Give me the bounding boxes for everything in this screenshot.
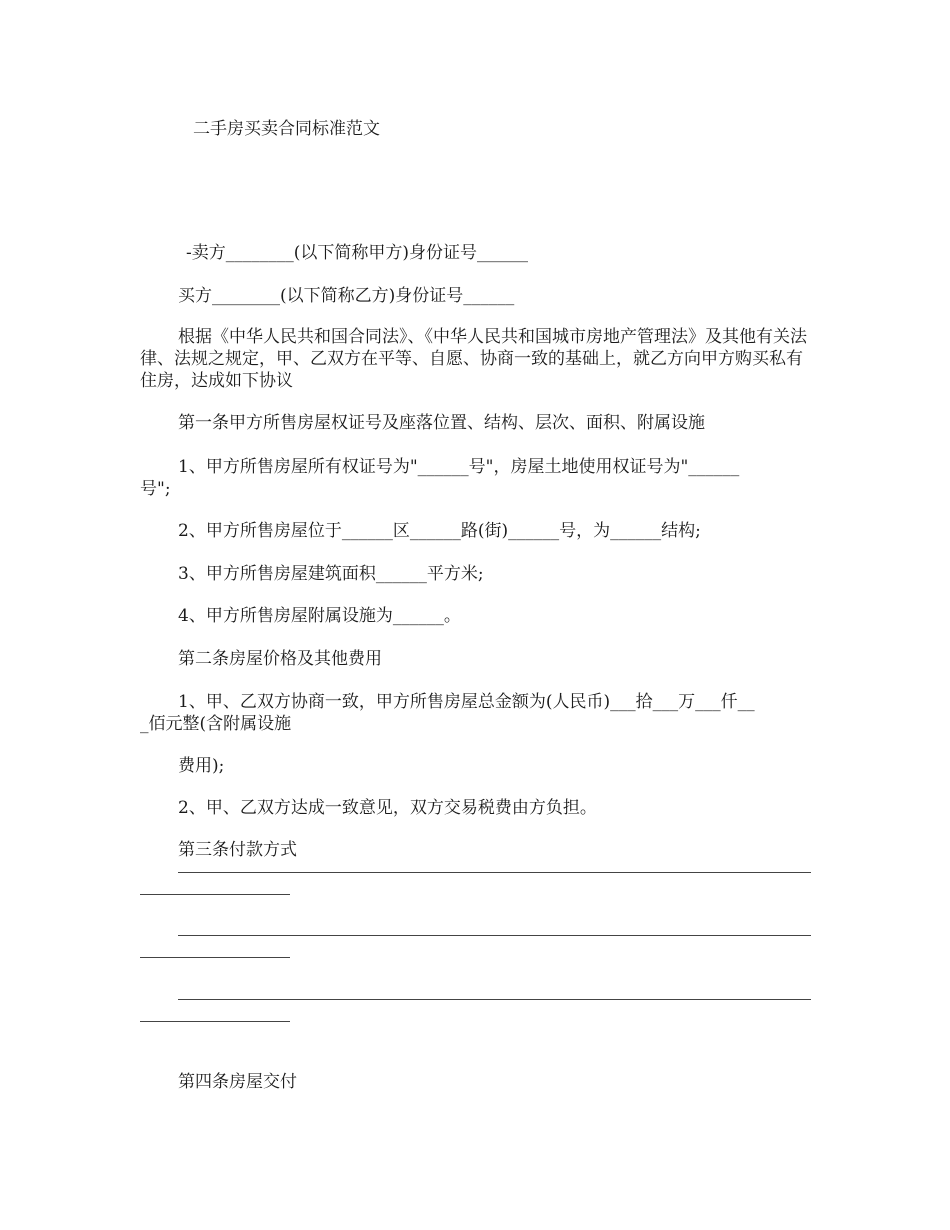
buyer-line: 买方________(以下简称乙方)身份证号______ [178, 286, 515, 306]
article3-heading: 第三条付款方式 [178, 840, 297, 860]
blank-rule-1 [140, 862, 815, 912]
article1-heading: 第一条甲方所售房屋权证号及座落位置、结构、层次、面积、附属设施 [178, 413, 705, 433]
blank-rule-3 [140, 989, 815, 1039]
article2-heading: 第二条房屋价格及其他费用 [178, 649, 382, 669]
rule-line [140, 894, 290, 895]
article1-item3: 3、甲方所售房屋建筑面积______平方米; [178, 564, 484, 584]
article2-item1-fee-line: 费用); [178, 756, 225, 776]
rule-line [178, 935, 811, 936]
article1-item1: 1、甲方所售房屋所有权证号为"______号"，房屋土地使用权证号为"______ [178, 457, 740, 477]
article2-item1-continued: _佰元整(含附属设施 [140, 714, 292, 734]
blank-rule-2 [140, 925, 815, 975]
rule-line [140, 957, 290, 958]
article1-item2: 2、甲方所售房屋位于______区______路(街)______号，为______结构; [178, 521, 701, 541]
rule-line [178, 872, 811, 873]
article4-heading: 第四条房屋交付 [178, 1072, 297, 1092]
rule-line [140, 1021, 290, 1022]
preamble-paragraph: 根据《中华人民共和国合同法》、《中华人民共和国城市房地产管理法》及其他有关法律、法规之规定，甲、乙双方在平等、自愿、协商一致的基础上，就乙方向甲方购买私有住房，达成如下协议 [140, 327, 807, 391]
article1-item1-continued: 号"; [140, 479, 171, 499]
document-title: 二手房买卖合同标准范文 [193, 119, 380, 139]
rule-line [178, 999, 811, 1000]
article2-item2: 2、甲、乙双方达成一致意见，双方交易税费由方负担。 [178, 798, 597, 818]
article2-item1: 1、甲、乙双方协商一致，甲方所售房屋总金额为(人民币)___拾___万___仟__ [178, 692, 755, 712]
seller-line: -卖方________(以下简称甲方)身份证号______ [186, 243, 529, 263]
article1-item4: 4、甲方所售房屋附属设施为______。 [178, 606, 461, 626]
